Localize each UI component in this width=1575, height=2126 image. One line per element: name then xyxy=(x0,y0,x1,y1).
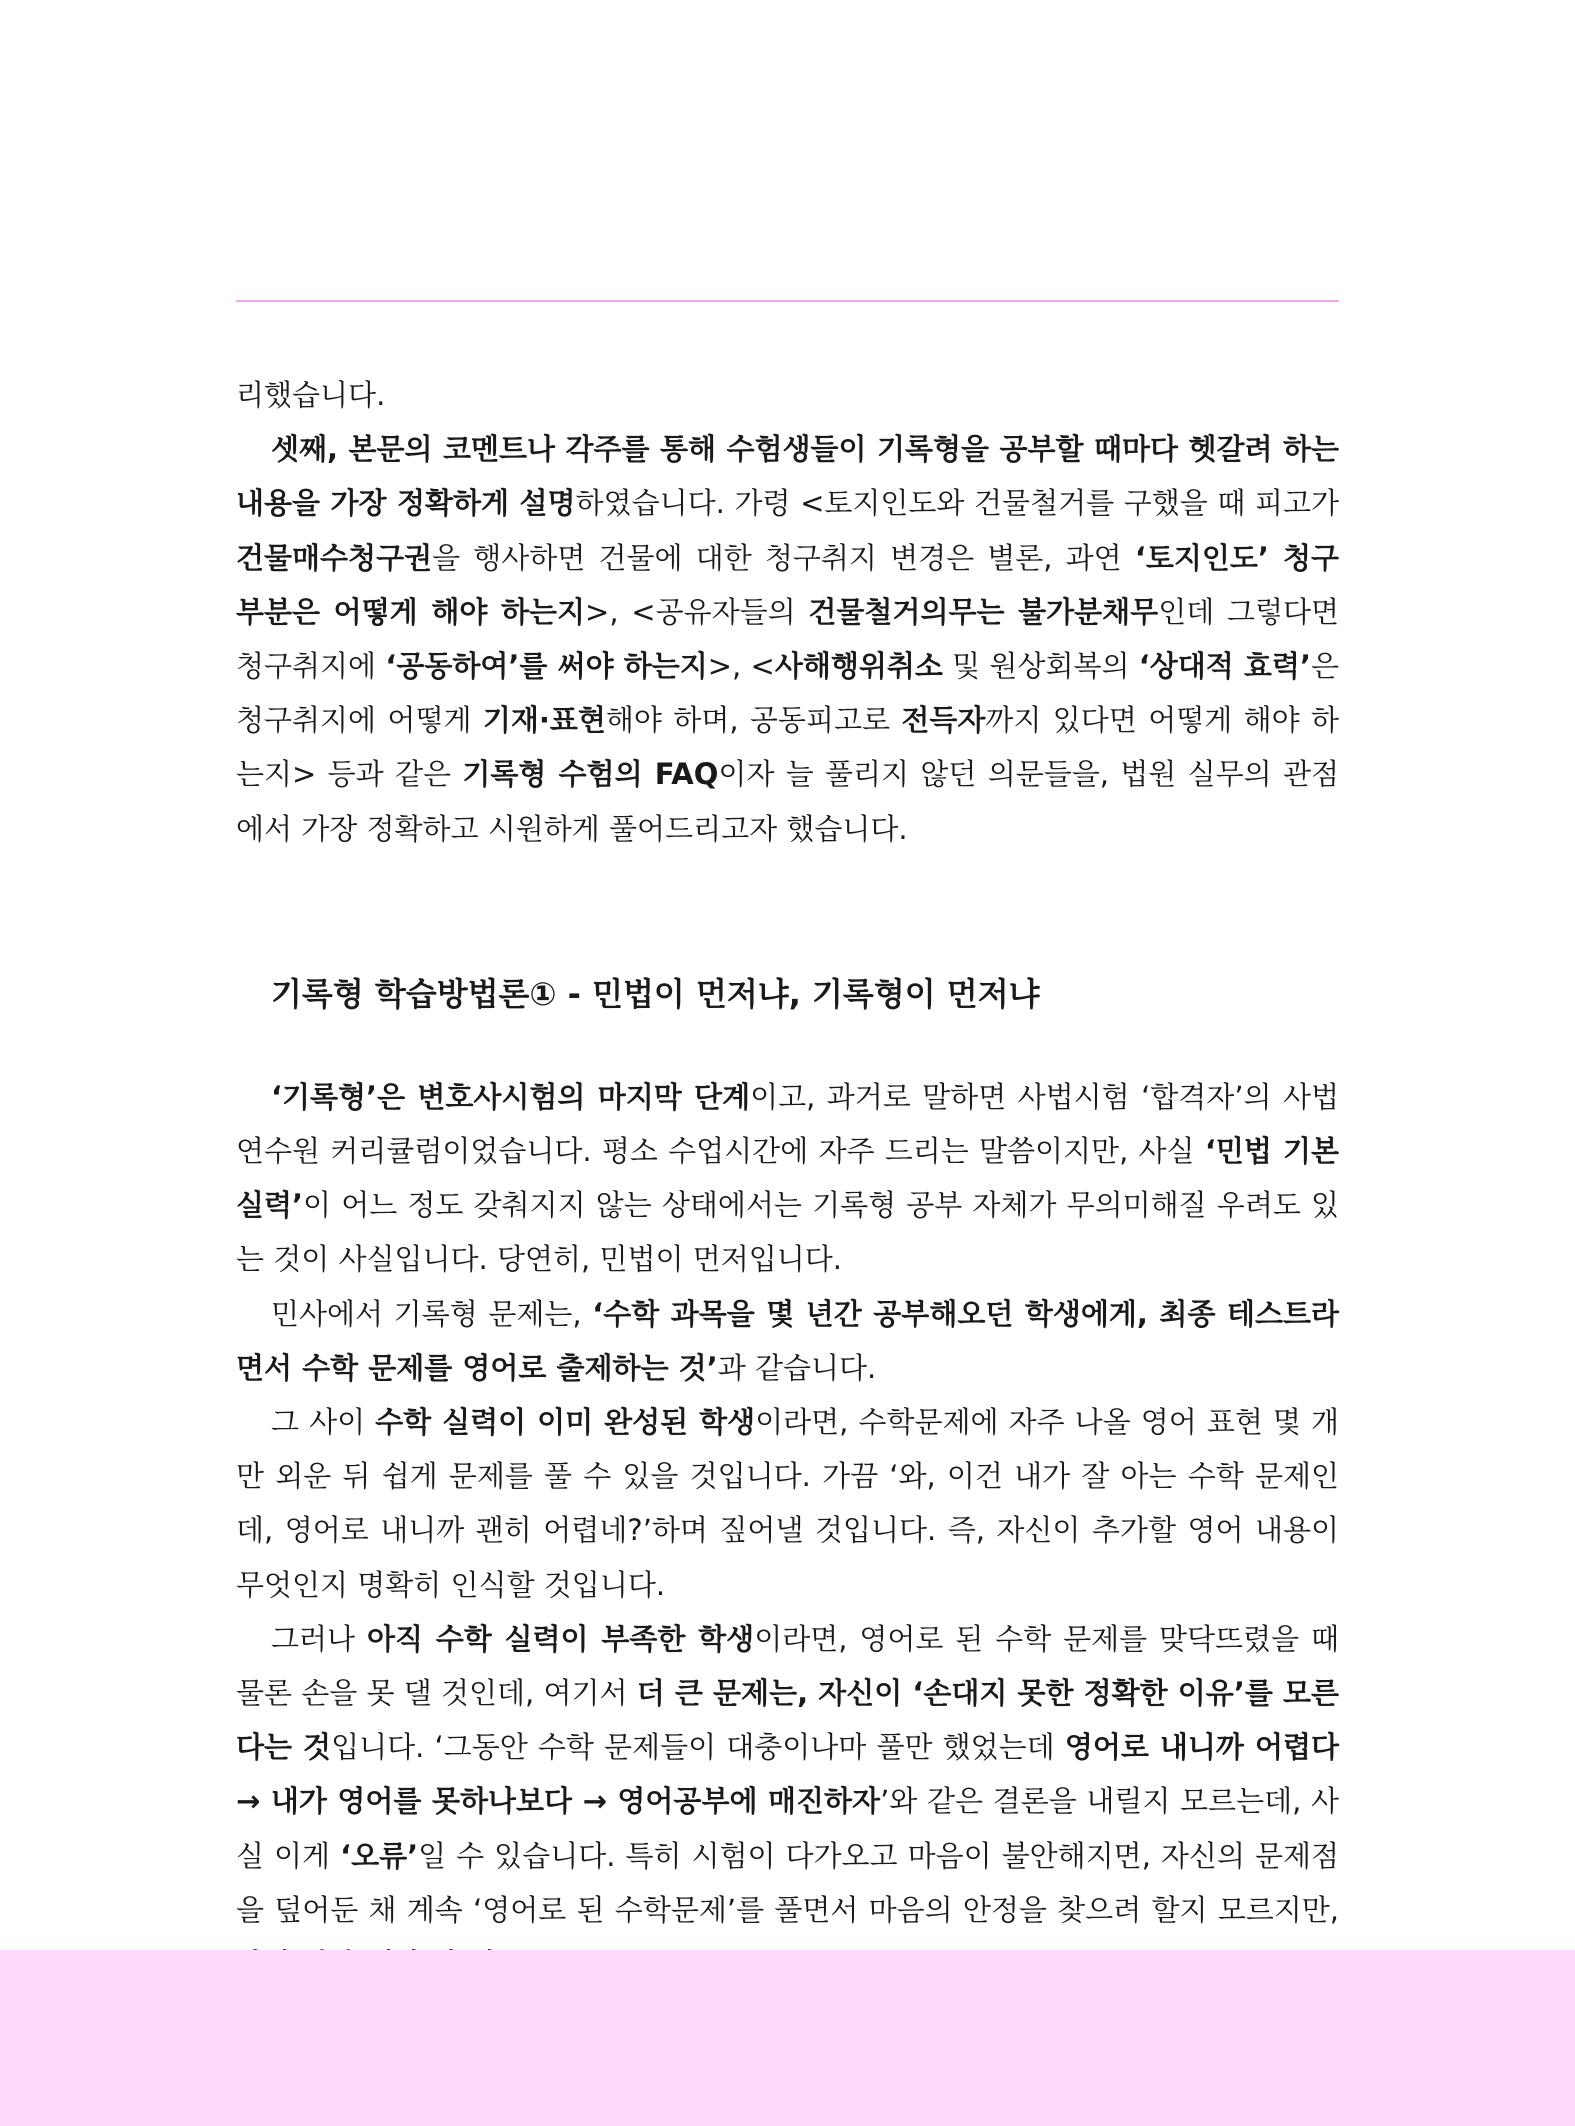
section-heading: 기록형 학습방법론① - 민법이 먼저냐, 기록형이 먼저냐 xyxy=(271,974,1040,1013)
text-run: 은 청구취지에 어떻게 xyxy=(236,649,1339,738)
text-run: 까지 있다면 어떻게 해야 하는지> 등과 같은 xyxy=(236,703,1340,792)
bold-run: ‘상대적 효력’ xyxy=(1138,649,1311,684)
text-run: 그 사이 xyxy=(271,1405,376,1440)
text-run: 민사에서 기록형 문제는, xyxy=(271,1296,593,1331)
bold-run: ‘오류’ xyxy=(340,1838,419,1873)
text-run: 이라면, 영어로 된 수학 문제를 맞닥뜨렸을 때 물론 손을 못 댈 것인데, 여기서 xyxy=(236,1621,1339,1711)
text-run: 과 같습니다. xyxy=(717,1350,877,1385)
paragraph-record-stage xyxy=(236,1070,1339,1287)
footer-band xyxy=(0,1950,1575,2126)
text-run: >, < xyxy=(707,649,775,684)
paragraph-third-point xyxy=(236,422,1339,856)
bold-run: 아직 수학 실력이 부족한 학생 xyxy=(366,1621,755,1656)
text-run: 그러나 xyxy=(271,1621,367,1656)
bold-run: 전득자 xyxy=(901,703,986,738)
paragraph-complete-student xyxy=(236,1395,1339,1612)
bold-run: ‘기록형’은 변호사시험의 마지막 단계 xyxy=(271,1079,751,1114)
text-run: 이고, 과거로 말하면 사법시험 ‘합격자’의 사법연수원 커리큘럼이었습니다. 평소 수업시간에 자주 드리는 말씀이지만, 사실 xyxy=(236,1079,1339,1169)
text-run: 하였습니다. 가령 <토지인도와 건물철거를 구했을 때 피고가 xyxy=(575,486,1339,521)
text-run: 인데 그렇다면 청구취지에 xyxy=(236,594,1340,684)
text-run: 이자 늘 풀리지 않던 의문들을, 법원 실무의 관점에서 가장 정확하고 시원하게 풀어드리고자 했습니다. xyxy=(236,757,1340,846)
paragraph-math-analogy xyxy=(236,1287,1339,1395)
text-run: ’와 같은 결론을 내릴지 모르는데, 사실 이게 xyxy=(236,1784,1339,1873)
paragraph-lacking-student xyxy=(236,1612,1339,1991)
text-run: 이 어느 정도 갖춰지지 않는 상태에서는 기록형 공부 자체가 무의미해질 우려도 있는 것이 사실입니다. 당연히, 민법이 먼저입니다. xyxy=(236,1188,1339,1277)
bold-run: 건물철거의무는 불가분채무 xyxy=(808,594,1159,629)
bold-run: 수학 실력이 이미 완성된 학생 xyxy=(375,1405,756,1440)
bold-run: ‘공동하여’를 써야 하는지 xyxy=(385,649,708,684)
bold-run: ‘수학 과목을 몇 년간 공부해오던 학생에게, 최종 테스트라면서 수학 문제를 영어로 출제하는 것’ xyxy=(236,1296,1339,1385)
paragraph-continuation xyxy=(236,368,1339,422)
bold-run: 더 큰 문제는, 자신이 ‘손대지 못한 정확한 이유’를 모른다는 것 xyxy=(236,1676,1339,1765)
text-run: 입니다. ‘그동안 수학 문제들이 대충이나마 풀만 했었는데 xyxy=(331,1730,1065,1765)
bold-run: 사해행위취소 xyxy=(774,649,943,684)
bold-run: 건물매수청구권 xyxy=(236,540,433,575)
text-run: 이라면, 수학문제에 자주 나올 영어 표현 몇 개만 외운 뒤 쉽게 문제를 풀 수 있을 것입니다. 가끔 ‘와, 이건 내가 잘 아는 수학 문제인데, 영어로 내니까 괜히 어렵네?’하며 짚어낼 것입니다. 즉, 자신이 추가할 영어 내용이 무엇인지 명확히 인식할 것입니다. xyxy=(236,1405,1340,1602)
bold-run: 기재·표현 xyxy=(482,703,606,738)
bold-run: 기록형 수험의 FAQ xyxy=(462,757,719,792)
text-run: 및 원상회복의 xyxy=(942,649,1139,684)
text-run: 을 행사하면 건물에 대한 청구취지 변경은 별론, 과연 xyxy=(432,540,1135,575)
text-run: 해야 하며, 공동피고로 xyxy=(605,703,902,738)
bold-run: ‘토지인도’ 청구 부분은 어떻게 해야 하는지 xyxy=(236,540,1339,629)
bold-run: 셋째, 본문의 코멘트나 각주를 통해 수험생들이 기록형을 공부할 때마다 헷갈려 하는 내용을 가장 정확하게 설명 xyxy=(236,432,1339,521)
header-rule xyxy=(236,300,1339,302)
bold-run: 영어로 내니까 어렵다 → 내가 영어를 못하나보다 → 영어공부에 매진하자 xyxy=(236,1730,1339,1819)
bold-run: ‘민법 기본실력’ xyxy=(236,1134,1340,1223)
text-run: 리했습니다. xyxy=(236,378,386,412)
body-text xyxy=(236,368,1339,1991)
text-run: 일 수 있습니다. 특히 시험이 다가오고 마음이 불안해지면, 자신의 문제점을 덮어둔 채 계속 ‘영어로 된 수학문제’를 풀면서 마음의 안정을 찾으려 할지 모르지만, xyxy=(236,1838,1340,1927)
text-run: >, <공유자들의 xyxy=(585,594,809,629)
